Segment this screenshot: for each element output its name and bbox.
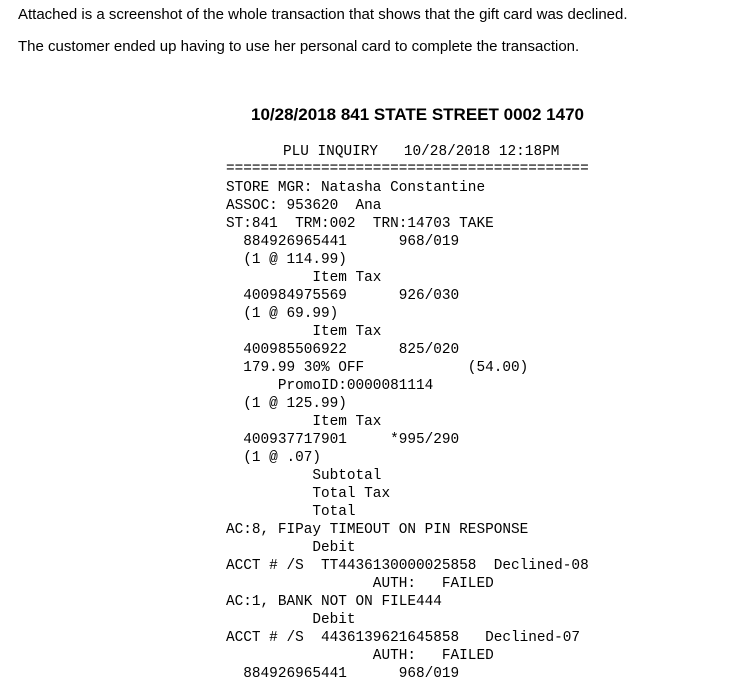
receipt-line-left: 179.99 30% OFF (54.00) <box>226 360 529 376</box>
receipt-line-left: Item Tax <box>226 414 382 430</box>
receipt-line-left: (1 @ 114.99) <box>226 252 347 268</box>
receipt-divider: ========================================== <box>226 161 589 177</box>
receipt-line-left: Total <box>226 504 356 520</box>
receipt-line-left: Debit <box>226 540 356 556</box>
receipt-line-left: Item Tax <box>226 270 382 286</box>
receipt-line-left: ASSOC: 953620 Ana <box>226 198 382 214</box>
receipt-line-left: AUTH: FAILED <box>226 648 494 664</box>
receipt-line-left: Subtotal <box>226 468 382 484</box>
receipt-line-left: (1 @ 69.99) <box>226 306 339 322</box>
intro-line-2: The customer ended up having to use her personal card to complete the transaction. <box>18 38 580 55</box>
receipt-line-left: PLU INQUIRY 10/28/2018 12:18PM <box>283 144 560 160</box>
receipt-line-left: AC:1, BANK NOT ON FILE444 <box>226 594 442 610</box>
receipt-line-left: STORE MGR: Natasha Constantine <box>226 180 486 196</box>
receipt-line-left: 884926965441 968/019 <box>226 234 460 250</box>
receipt-line-left: AUTH: FAILED <box>226 576 494 592</box>
receipt-line-left: AC:8, FIPay TIMEOUT ON PIN RESPONSE <box>226 522 529 538</box>
receipt-heading: 10/28/2018 841 STATE STREET 0002 1470 <box>251 105 584 124</box>
receipt-line-left: 400984975569 926/030 <box>226 288 460 304</box>
receipt-line-left: 400937717901 *995/290 <box>226 432 460 448</box>
receipt-line-left: ACCT # /S TT4436130000025858 Declined-08 <box>226 558 589 574</box>
receipt-line-left: (1 @ 125.99) <box>226 396 347 412</box>
intro-line-1: Attached is a screenshot of the whole transaction that shows that the gift card was declined. <box>18 6 628 23</box>
receipt-line-left: (1 @ .07) <box>226 450 321 466</box>
receipt-line-left: PromoID:0000081114 <box>226 378 434 394</box>
receipt-line-left: 400985506922 825/020 <box>226 342 460 358</box>
receipt-line-left: Total Tax <box>226 486 391 502</box>
receipt-line-left: ST:841 TRM:002 TRN:14703 TAKE <box>226 216 494 232</box>
receipt-line-left: Debit <box>226 612 356 628</box>
receipt-line-left: Item Tax <box>226 324 382 340</box>
receipt-line-left: 884926965441 968/019 <box>226 666 460 682</box>
receipt-line-left: ACCT # /S 4436139621645858 Declined-07 <box>226 630 581 646</box>
